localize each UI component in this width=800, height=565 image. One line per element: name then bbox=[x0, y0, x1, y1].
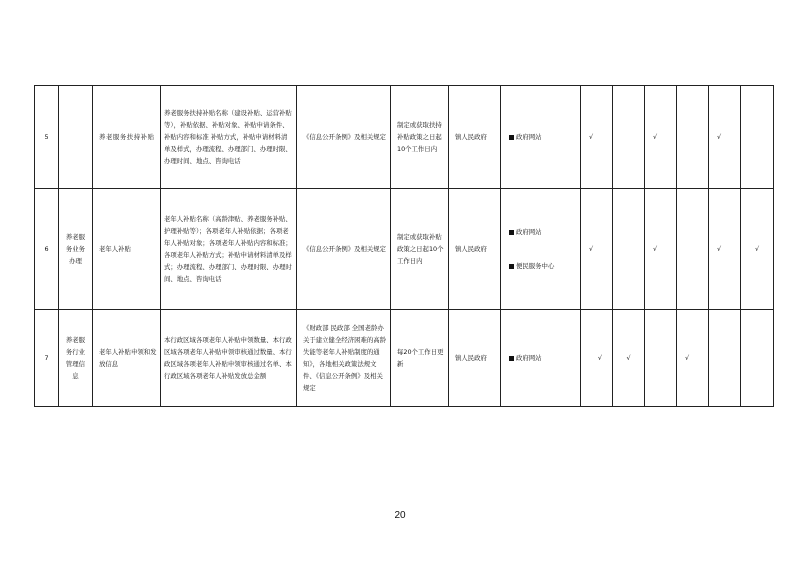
check-cell bbox=[613, 86, 645, 189]
check-cell bbox=[645, 310, 677, 407]
row-content: 本行政区域各项老年人补贴申领数量、本行政区域各项老年人补贴申领审核通过数量、本行政区域各项老年人补贴申领审核通过名单、本行政区域各项老年人补贴发放总金额 bbox=[161, 310, 297, 407]
row-channels bbox=[501, 86, 581, 189]
table-row bbox=[35, 86, 774, 189]
channel-item: 政府网站 bbox=[509, 226, 577, 238]
row-item bbox=[93, 86, 161, 189]
check-cell: √ bbox=[581, 86, 613, 189]
check-cell: √ bbox=[645, 189, 677, 310]
row-basis: 《信息公开条例》及相关规定 bbox=[297, 86, 391, 189]
check-cell: √ bbox=[581, 310, 613, 407]
row-basis: 《信息公开条例》及相关规定 bbox=[297, 189, 391, 310]
channel-item: 政府网站 bbox=[509, 131, 577, 143]
row-subject: 镇人民政府 bbox=[449, 310, 501, 407]
row-item: 老年人补贴 bbox=[93, 189, 161, 310]
square-bullet-icon bbox=[509, 135, 514, 140]
row-category: 养老服务行业管理信息 bbox=[59, 310, 93, 407]
row-index: 5 bbox=[35, 86, 59, 189]
check-cell bbox=[709, 310, 741, 407]
row-content: 养老服务扶持补贴名称（建设补贴、运营补贴等），补贴依据、补贴对象、补贴申请条件、补贴内容和标准 补贴方式，补贴申请材料清单及样式，办理流程、办理部门、办理时限、办理时间、地点、咨询电话 bbox=[161, 86, 297, 189]
check-cell: √ bbox=[677, 310, 709, 407]
check-cell: √ bbox=[709, 189, 741, 310]
row-time-limit: 制定或获取补贴政策之日起10个工作日内 bbox=[391, 189, 449, 310]
check-cell: √ bbox=[741, 189, 774, 310]
row-basis: 《财政部 民政部 全国老龄办关于建立健全经济困难的高龄 失能等老年人补贴制度的通知》，各地相关政策法规文件、《信息公开条例》及相关规定 bbox=[297, 310, 391, 407]
square-bullet-icon bbox=[509, 230, 514, 235]
row-channels bbox=[501, 189, 581, 310]
channel-item: 政府网站 bbox=[509, 352, 577, 364]
check-cell: √ bbox=[581, 189, 613, 310]
row-time-limit: 每20个工作日更新 bbox=[391, 310, 449, 407]
check-cell bbox=[741, 310, 774, 407]
row-content: 老年人补贴名称（高龄津贴、养老服务补贴、护理补贴等）；各项老年人补贴依据；各项老年人补贴对象；各项老年人补贴内容和标准；各项老年人补贴方式；补贴申请材料清单及样式；办理流程、办理部门、办理时限、办理时间、地点、咨询电话 bbox=[161, 189, 297, 310]
page-number: 20 bbox=[394, 510, 406, 521]
row-subject: 镇人民政府 bbox=[449, 86, 501, 189]
public-disclosure-table bbox=[34, 85, 774, 407]
row-index: 6 bbox=[35, 189, 59, 310]
row-channels bbox=[501, 310, 581, 407]
row-category bbox=[59, 86, 93, 189]
row-category: 养老服务业务办理 bbox=[59, 189, 93, 310]
check-cell bbox=[613, 189, 645, 310]
row-item-text: 养老服务扶持补贴 bbox=[99, 133, 154, 141]
square-bullet-icon bbox=[509, 356, 514, 361]
square-bullet-icon bbox=[509, 264, 514, 269]
check-cell bbox=[677, 86, 709, 189]
channel-item: 便民服务中心 bbox=[509, 260, 577, 272]
check-cell bbox=[677, 189, 709, 310]
check-cell bbox=[741, 86, 774, 189]
row-item: 老年人补贴申领和发放信息 bbox=[93, 310, 161, 407]
row-index: 7 bbox=[35, 310, 59, 407]
table-row bbox=[35, 310, 774, 407]
row-subject: 镇人民政府 bbox=[449, 189, 501, 310]
check-cell: √ bbox=[709, 86, 741, 189]
row-time-limit: 制定或获取扶持补贴政策之日起10个工作日内 bbox=[391, 86, 449, 189]
table-row bbox=[35, 189, 774, 310]
check-cell: √ bbox=[645, 86, 677, 189]
check-cell: √ bbox=[613, 310, 645, 407]
